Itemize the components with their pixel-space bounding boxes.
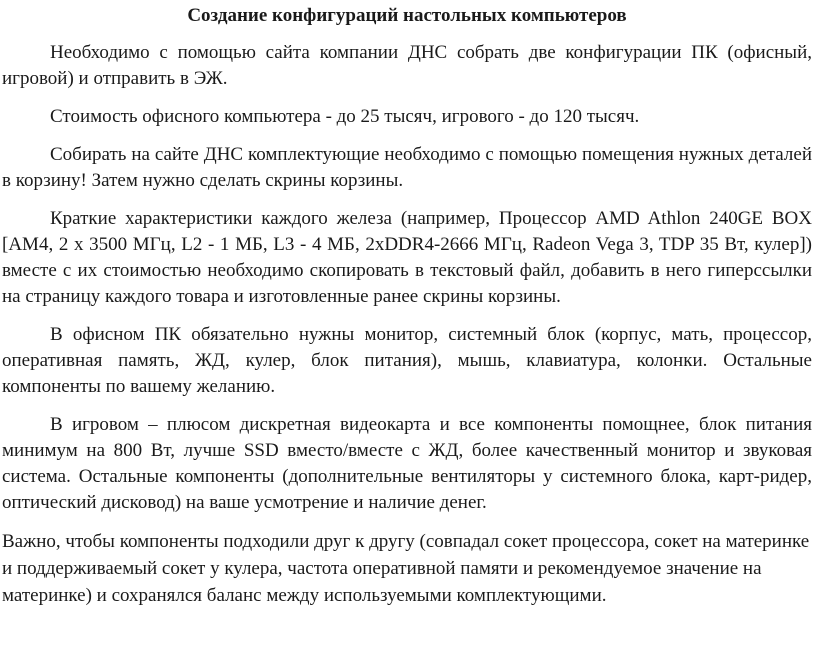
document-title: Создание конфигураций настольных компьютеров <box>187 5 627 26</box>
paragraph-compatibility-note: Важно, чтобы компоненты подходили друг к другу (совпадал сокет процессора, сокет на материнке и поддерживаемый сокет у кулера, частота оперативной памяти и рекомендуемое значение на материнке) и сохранялся баланс между используемыми комплектующими. <box>2 531 810 606</box>
paragraph-gaming-pc: В игровом – плюсом дискретная видеокарта и все компоненты помощнее, блок питания минимум на 800 Вт, лучше SSD вместо/вместе с ЖД, более качественный монитор и звуковая система. Остальные компоненты (дополнительные вентиляторы у системного блока, карт-ридер, оптический дисковод) на ваше усмотрение и наличие денег. <box>2 414 812 513</box>
paragraph-office-pc: В офисном ПК обязательно нужны монитор, системный блок (корпус, мать, процессор, оперативная память, ЖД, кулер, блок питания), мышь, клавиатура, колонки. Остальные компоненты по вашему желанию. <box>2 324 812 397</box>
paragraph-cart-instructions: Собирать на сайте ДНС комплектующие необходимо с помощью помещения нужных деталей в корзину! Затем нужно сделать скрины корзины. <box>2 144 812 191</box>
paragraph-task: Необходимо с помощью сайта компании ДНС собрать две конфигурации ПК (офисный, игровой) и отправить в ЭЖ. <box>2 42 812 89</box>
paragraph-specs-instructions: Краткие характеристики каждого железа (например, Процессор AMD Athlon 240GE BOX [AM4, 2 x 3500 МГц, L2 - 1 МБ, L3 - 4 МБ, 2xDDR4-2666 МГц, Radeon Vega 3, TDP 35 Вт, кулер]) вместе с их стоимостью необходимо скопировать в текстовый файл, добавить в него гиперссылки на страницу каждого товара и изготовленные ранее скрины корзины. <box>2 208 812 307</box>
paragraph-budget: Стоимость офисного компьютера - до 25 тысяч, игрового - до 120 тысяч. <box>50 106 640 127</box>
